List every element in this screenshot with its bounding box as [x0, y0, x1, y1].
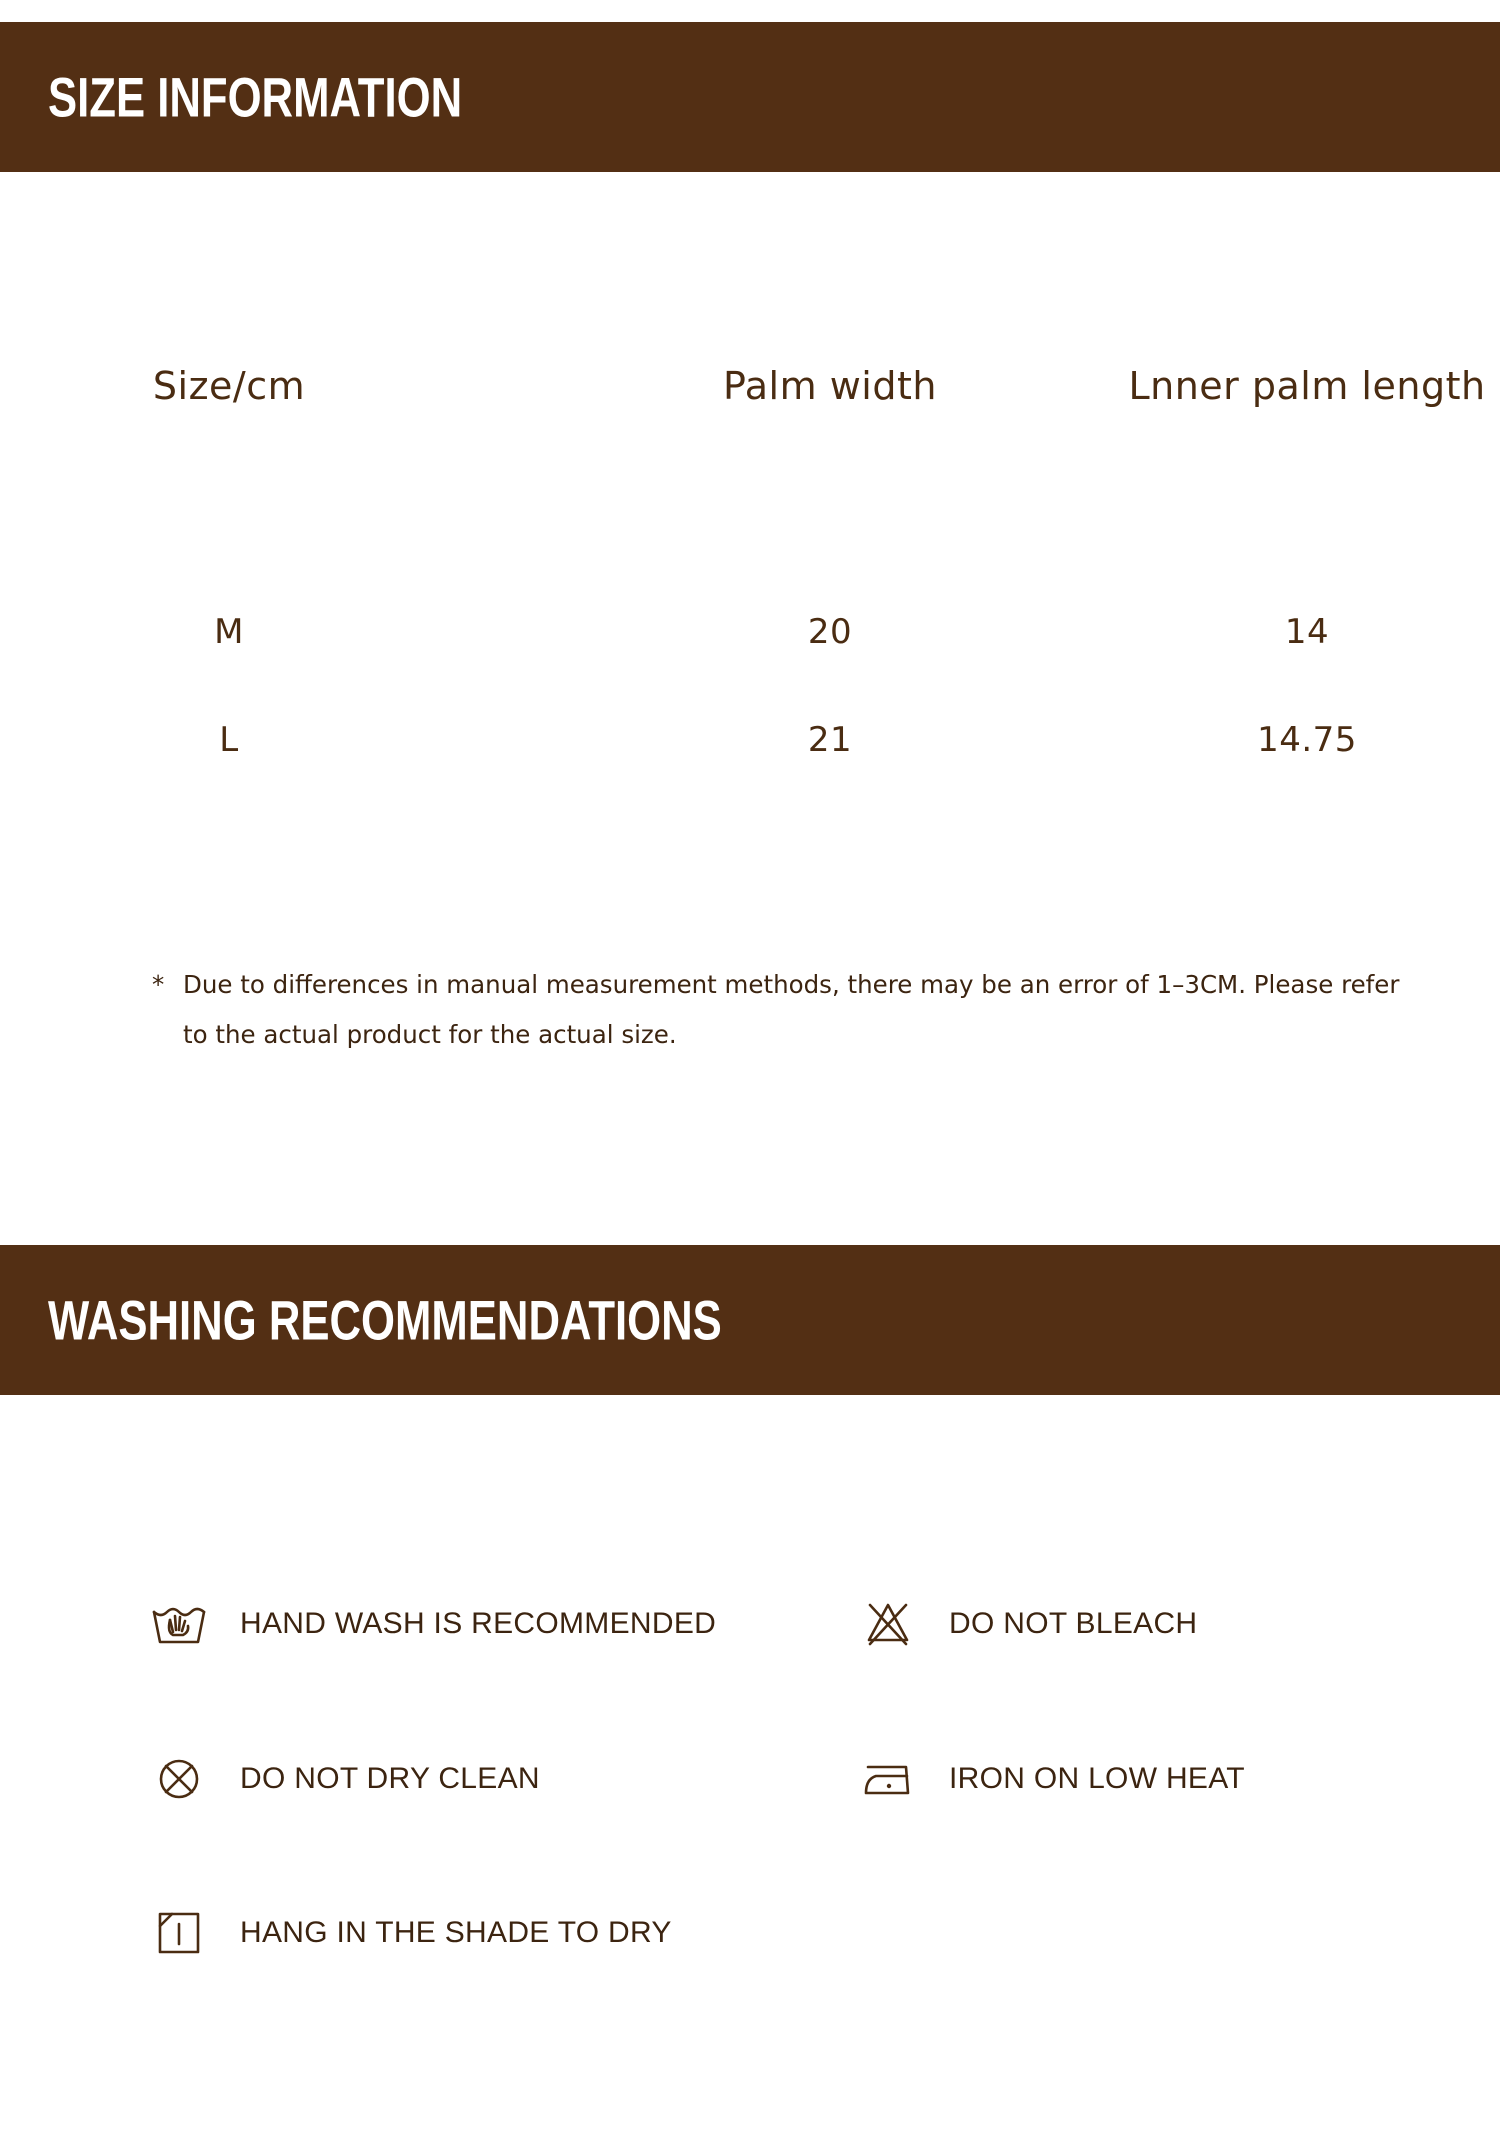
table-cell-palm-length-l: 14.75	[1257, 720, 1357, 760]
iron-low-heat-icon	[859, 1751, 917, 1807]
care-item-iron-low-heat	[859, 1749, 1245, 1809]
table-cell-size-m: M	[214, 612, 244, 652]
care-label-dry-in-shade: HANG IN THE SHADE TO DRY	[240, 1916, 672, 1949]
column-header-inner-palm-length: Lnner palm length	[1128, 364, 1486, 408]
care-item-do-not-dry-clean	[150, 1749, 540, 1809]
note-asterisk: *	[152, 970, 165, 999]
table-cell-palm-width-l: 21	[807, 720, 853, 760]
column-header-size: Size/cm	[152, 364, 306, 408]
table-cell-palm-length-m: 14	[1284, 612, 1330, 652]
do-not-dry-clean-icon	[150, 1751, 208, 1807]
measurement-note	[152, 960, 1402, 1060]
dry-in-shade-icon	[150, 1905, 208, 1961]
care-label-do-not-bleach: DO NOT BLEACH	[949, 1607, 1198, 1640]
washing-recommendations-header	[0, 1245, 1500, 1395]
care-item-hand-wash	[150, 1594, 717, 1654]
table-cell-size-l: L	[219, 720, 239, 760]
size-information-header	[0, 22, 1500, 172]
column-header-palm-width: Palm width	[723, 364, 937, 408]
care-label-hand-wash: HAND WASH IS RECOMMENDED	[240, 1607, 717, 1640]
washing-recommendations-title: WASHING RECOMMENDATIONS	[48, 1288, 722, 1352]
hand-wash-icon	[150, 1596, 208, 1652]
care-item-dry-in-shade	[150, 1903, 672, 1963]
care-item-do-not-bleach	[859, 1594, 1198, 1654]
size-information-title: SIZE INFORMATION	[48, 65, 463, 129]
do-not-bleach-icon	[859, 1596, 917, 1652]
care-label-do-not-dry-clean: DO NOT DRY CLEAN	[240, 1762, 540, 1795]
note-text: Due to differences in manual measurement methods, there may be an error of 1–3CM. Please refer to the actual product for the actual size.	[183, 970, 1400, 1049]
table-cell-palm-width-m: 20	[807, 612, 853, 652]
care-label-iron-low-heat: IRON ON LOW HEAT	[949, 1762, 1245, 1795]
